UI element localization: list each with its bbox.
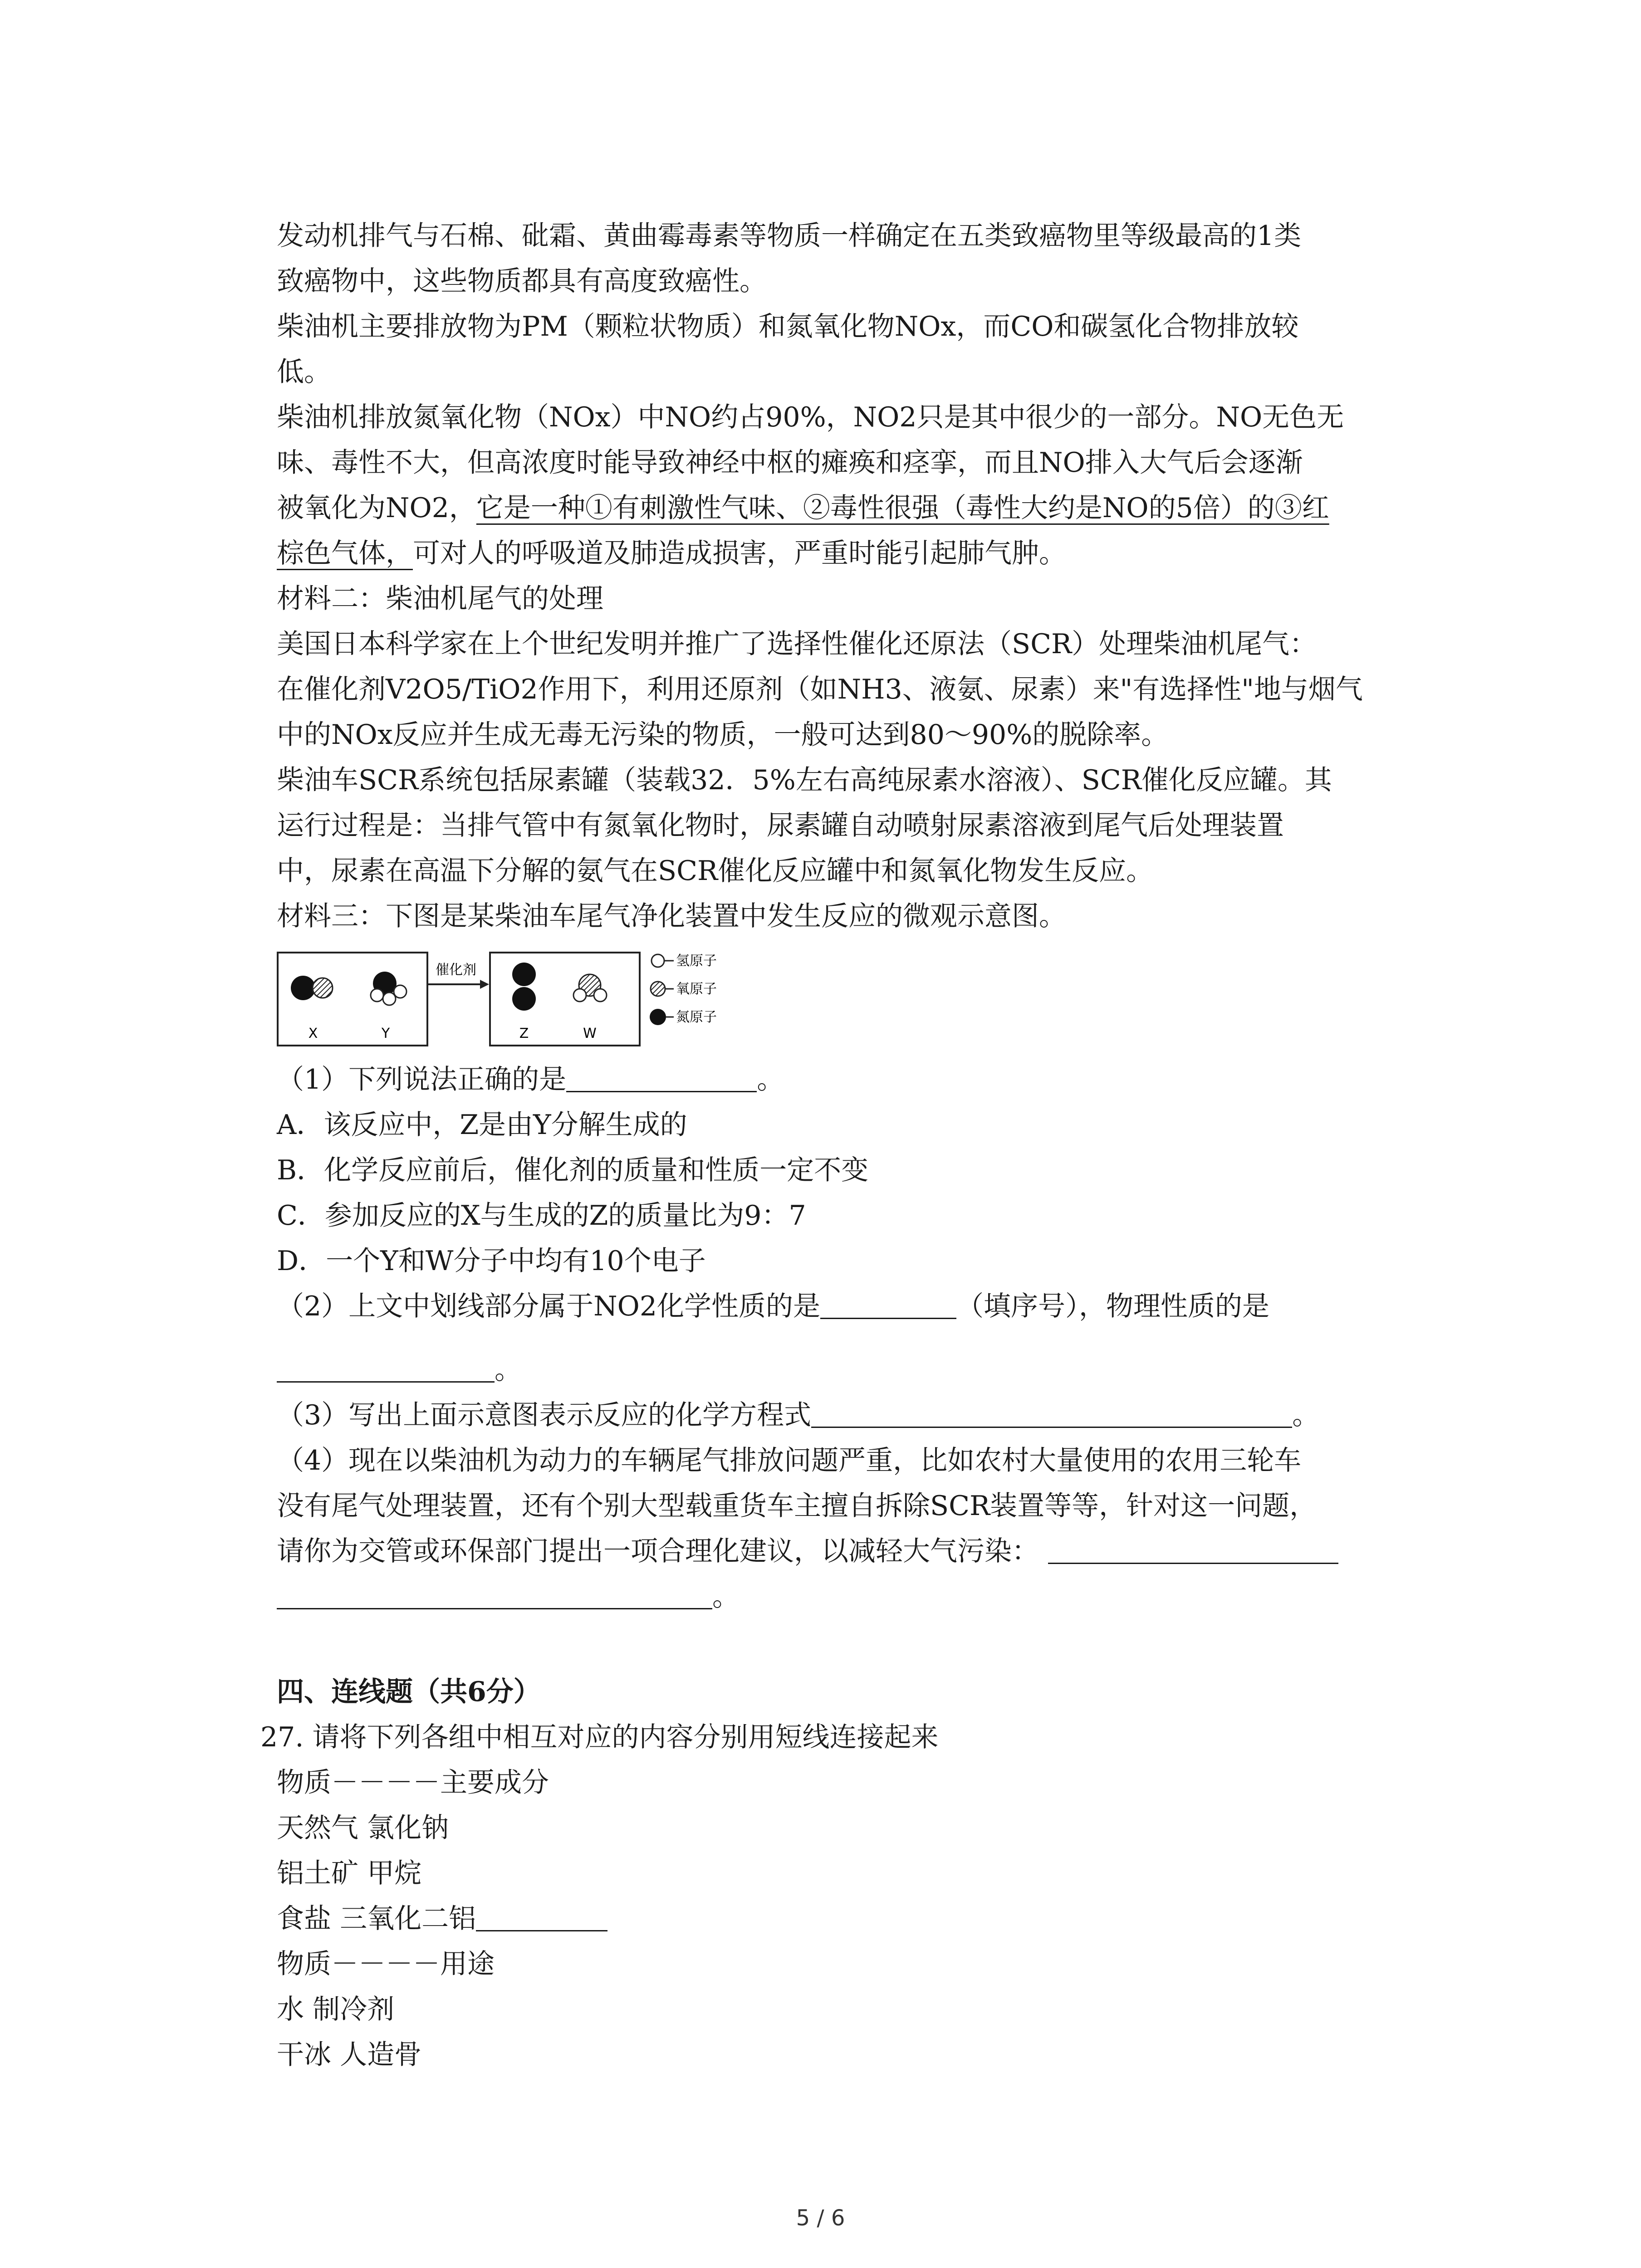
z-nitrogen-atom [512,963,536,986]
question-3-end: 。 [1292,1399,1320,1431]
y-hydrogen-atom [394,985,407,998]
paragraph-line-underlined [277,531,1438,576]
x-oxygen-atom [313,978,333,998]
y-hydrogen-atom [371,989,383,1002]
match-line: 干冰 人造骨 [277,2039,422,2071]
paragraph-line: 味、毒性不大，但高浓度时能导致神经中枢的瘫痪和痉挛，而且NO排入大气后会逐渐 [277,447,1303,479]
paragraph-line: 发动机排气与石棉、砒霜、黄曲霉毒素等物质一样确定在五类致癌物里等级最高的1类 [277,220,1302,252]
paragraph-line: 低。 [277,356,331,388]
question-4-cont [277,1574,1438,1619]
answer-blank[interactable] [277,1581,712,1609]
x-nitrogen-atom [291,976,315,1000]
answer-blank[interactable] [277,1354,495,1383]
option-c: C．参加反应的X与生成的Z的质量比为9：7 [277,1200,806,1232]
question-4-line: 没有尾气处理装置，还有个别大型载重货车主擅自拆除SCR装置等等，针对这一问题， [277,1490,1317,1522]
paragraph-line: 致癌物中，这些物质都具有高度致癌性。 [277,265,767,297]
option-d: D．一个Y和W分子中均有10个电子 [277,1245,706,1277]
question-4-end: 。 [712,1581,740,1613]
question-4-line: （4）现在以柴油机为动力的车辆尾气排放问题严重，比如农村大量使用的农用三轮车 [277,1445,1302,1476]
question-2-end: 。 [495,1354,522,1386]
answer-blank[interactable] [811,1399,1292,1428]
w-hydrogen-atom [573,989,586,1002]
answer-blank[interactable] [1048,1535,1338,1564]
legend-hydrogen-icon [652,954,664,967]
option-a: A．该反应中，Z是由Y分解生成的 [277,1109,687,1141]
question-2-cont [277,1347,1438,1393]
question-3-text: （3）写出上面示意图表示反应的化学方程式 [277,1399,812,1431]
legend-hydrogen-label: 氢原子 [676,953,717,969]
label-y: Y [381,1026,390,1041]
legend-nitrogen-label: 氮原子 [676,1009,717,1025]
w-hydrogen-atom [594,989,607,1002]
section-heading: 四、连线题（共6分） [277,1676,541,1708]
match-line: 物质－－－－主要成分 [277,1767,549,1799]
arrow-head [480,980,489,989]
paragraph-line: 柴油车SCR系统包括尿素罐（装载32．5%左右高纯尿素水溶液）、SCR催化反应罐。其 [277,764,1332,796]
paragraph-line: 运行过程是：当排气管中有氮氧化物时，尿素罐自动喷射尿素溶液到尾气后处理装置 [277,810,1284,841]
label-x: X [308,1026,318,1041]
catalyst-label: 催化剂 [436,962,476,978]
label-w: W [583,1026,597,1041]
answer-blank[interactable] [476,1903,607,1931]
match-line: 铝土矿 甲烷 [277,1857,422,1889]
match-line: 水 制冷剂 [277,1994,395,2025]
underlined-text: 棕色气体， [277,538,413,569]
underlined-text: 它是一种①有刺激性气味、②毒性很强（毒性大约是NO的5倍）的③红 [476,492,1329,524]
paragraph-line: 柴油机主要排放物为PM（颗粒状物质）和氮氧化物NOx，而CO和碳氢化合物排放较 [277,311,1299,342]
legend-oxygen-label: 氧原子 [676,981,717,997]
match-line: 物质－－－－用途 [277,1948,495,1980]
answer-blank[interactable] [566,1064,757,1092]
question-27: 27. 请将下列各组中相互对应的内容分别用短线连接起来 [260,1721,939,1753]
paragraph-line-underlined [277,485,1438,531]
paragraph-line: 中，尿素在高温下分解的氨气在SCR催化反应罐中和氮氧化物发生反应。 [277,855,1154,887]
paragraph-line: 材料二：柴油机尾气的处理 [277,583,603,615]
document-page [260,213,1438,2077]
paragraph-line: 材料三：下图是某柴油车尾气净化装置中发生反应的微观示意图。 [277,900,1066,932]
reaction-diagram [277,948,1438,1052]
question-4-line [277,1529,1438,1574]
legend-nitrogen-icon [650,1009,666,1025]
answer-blank[interactable] [820,1290,956,1319]
option-b: B．化学反应前后，催化剂的质量和性质一定不变 [277,1154,869,1186]
question-1-text: （1）下列说法正确的是 [277,1064,567,1095]
question-2 [277,1284,1438,1329]
text-suffix: 可对人的呼吸道及肺造成损害，严重时能引起肺气肿。 [413,538,1066,569]
paragraph-line: 美国日本科学家在上个世纪发明并推广了选择性催化还原法（SCR）处理柴油机尾气： [277,628,1317,660]
question-1-end: 。 [757,1064,784,1095]
page-number: 5 / 6 [796,2205,845,2231]
paragraph-line: 中的NOx反应并生成无毒无污染的物质，一般可达到80～90%的脱除率。 [277,719,1169,751]
text-prefix: 被氧化为NO2， [277,492,476,524]
match-line-text: 食盐 三氧化二铝 [277,1903,476,1935]
match-line: 天然气 氯化钠 [277,1812,449,1844]
label-z: Z [519,1026,529,1041]
match-line [277,1896,1438,1941]
question-2-mid: （填序号），物理性质的是 [956,1290,1270,1322]
question-3 [277,1393,1438,1438]
z-nitrogen-atom [512,987,536,1011]
reaction-diagram-svg [277,948,776,1052]
question-4-text: 请你为交管或环保部门提出一项合理化建议，以减轻大气污染： [277,1535,1039,1567]
paragraph-line: 在催化剂V2O5/TiO2作用下，利用还原剂（如NH3、液氨、尿素）来"有选择性"地与烟气 [277,674,1363,705]
question-1 [277,1057,1438,1102]
paragraph-line: 柴油机排放氮氧化物（NOx）中NO约占90%，NO2只是其中很少的一部分。NO无色无 [277,401,1344,433]
legend-oxygen-icon [651,982,665,996]
question-2-text: （2）上文中划线部分属于NO2化学性质的是 [277,1290,821,1322]
